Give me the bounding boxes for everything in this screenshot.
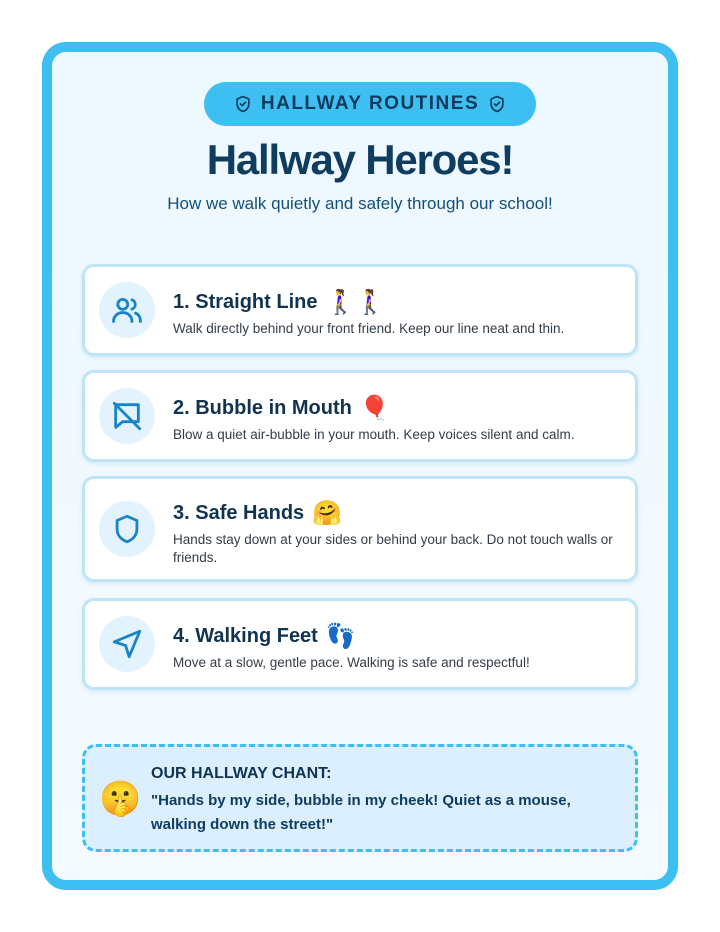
routine-title: 1. Straight Line 🚶‍♀️🚶‍♀️ — [173, 289, 386, 316]
routine-title: 2. Bubble in Mouth 🎈 — [173, 395, 390, 422]
poster — [42, 42, 678, 890]
hugging-face-emoji: 🤗 — [312, 500, 343, 527]
routine-icon-container — [99, 501, 155, 557]
navigation-icon — [110, 627, 144, 661]
users-icon — [110, 293, 144, 327]
hallway-chant-box — [82, 744, 638, 852]
walking-people-emoji: 🚶‍♀️🚶‍♀️ — [325, 289, 386, 316]
chant-text: "Hands by my side, bubble in my cheek! Quiet as a mouse, walking down the street!" — [151, 792, 571, 833]
badge-label: HALLWAY ROUTINES — [260, 93, 480, 114]
shield-check-icon — [487, 94, 507, 114]
routine-card-bubble-in-mouth — [82, 370, 638, 462]
routine-icon-container — [99, 282, 155, 338]
balloon-emoji: 🎈 — [359, 395, 390, 422]
routine-title: 4. Walking Feet 👣 — [173, 623, 356, 650]
routine-description: Walk directly behind your front friend. Keep our line neat and thin. — [173, 321, 565, 336]
routine-card-safe-hands — [82, 476, 638, 582]
message-off-icon — [110, 399, 144, 433]
routine-card-straight-line — [82, 264, 638, 356]
routine-title: 3. Safe Hands 🤗 — [173, 500, 343, 527]
routines-badge — [204, 82, 536, 126]
footprints-emoji: 👣 — [325, 623, 356, 650]
page-title: Hallway Heroes! — [206, 136, 514, 183]
routine-icon-container — [99, 388, 155, 444]
routine-description: Blow a quiet air-bubble in your mouth. Keep voices silent and calm. — [173, 427, 575, 442]
routine-icon-container — [99, 616, 155, 672]
shield-check-icon — [233, 94, 253, 114]
chant-heading: OUR HALLWAY CHANT: — [151, 765, 332, 782]
shushing-face-emoji: 🤫 — [99, 780, 142, 818]
routine-description: Hands stay down at your sides or behind your back. Do not touch walls or friends. — [173, 532, 613, 565]
routine-description: Move at a slow, gentle pace. Walking is safe and respectful! — [173, 655, 530, 670]
routine-card-walking-feet — [82, 598, 638, 690]
shield-icon — [110, 512, 144, 546]
page-subtitle: How we walk quietly and safely through our school! — [167, 194, 553, 213]
